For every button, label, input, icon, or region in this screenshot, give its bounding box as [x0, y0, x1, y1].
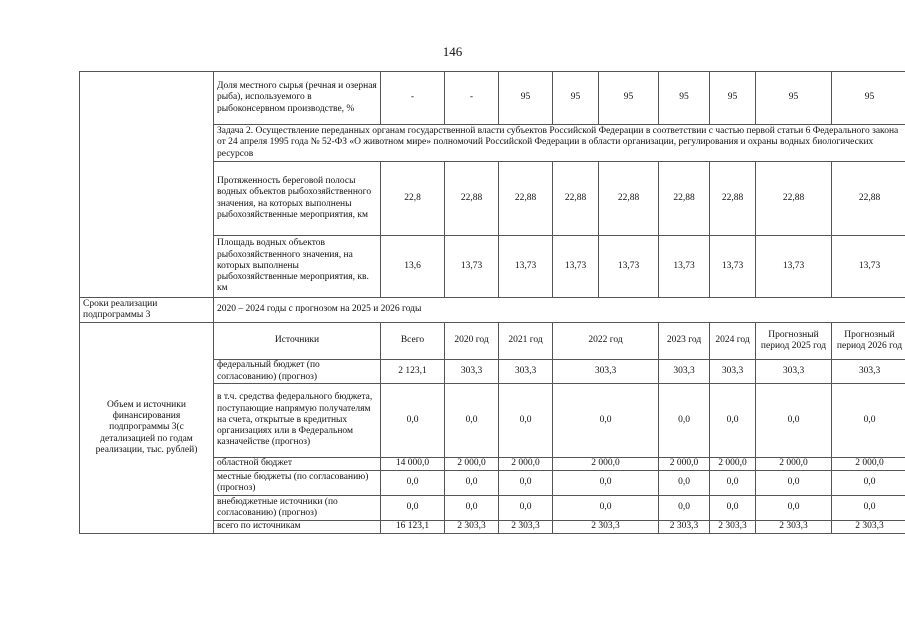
amount: 2 303,3 — [756, 521, 832, 534]
amount: 303,3 — [445, 360, 499, 384]
empty-label-cell — [80, 72, 214, 298]
indicator-value: 22,88 — [756, 162, 832, 236]
amount: 2 303,3 — [659, 521, 710, 534]
amount: 0,0 — [499, 471, 553, 496]
indicator-value: 95 — [710, 72, 756, 125]
amount: 0,0 — [381, 471, 445, 496]
header-year: 2020 год — [445, 323, 499, 360]
amount: 2 303,3 — [499, 521, 553, 534]
amount: 0,0 — [832, 496, 905, 521]
indicator-value: 13,73 — [659, 236, 710, 298]
amount: 0,0 — [499, 384, 553, 458]
amount: 2 000,0 — [445, 458, 499, 471]
indicator-value: 22,88 — [832, 162, 905, 236]
indicator-value: 13,73 — [553, 236, 599, 298]
header-year: 2023 год — [659, 323, 710, 360]
task-2-text: Задача 2. Осуществление переданных органам государственной власти субъектов Российской Федерации в соответствии с частью первой статьи 6 Федерального закона от 24 апреля 1995 года № 52-ФЗ «О животном мире» полномочий Российской Федерации в области организации, регулирования и охраны водных биологических ресурсов — [214, 125, 905, 162]
indicator-value: 22,88 — [599, 162, 659, 236]
amount: 2 000,0 — [832, 458, 905, 471]
amount: 0,0 — [445, 471, 499, 496]
indicator-value: 13,73 — [499, 236, 553, 298]
indicator-value: 22,88 — [659, 162, 710, 236]
source-name: всего по источникам — [214, 521, 381, 534]
indicator-name: Площадь водных объектов рыбохозяйственного значения, на которых выполнены рыбохозяйственные мероприятия, кв. км — [214, 236, 381, 298]
source-name: в т.ч. средства федерального бюджета, поступающие напрямую получателям на счета, открытые в кредитных организациях или в Федеральном казначействе (прогноз) — [214, 384, 381, 458]
header-sources: Источники — [214, 323, 381, 360]
amount: 0,0 — [659, 384, 710, 458]
amount: 0,0 — [659, 496, 710, 521]
indicator-name: Протяженность береговой полосы водных объектов рыбохозяйственного значения, на которых выполнены рыбохозяйственные мероприятия, км — [214, 162, 381, 236]
terms-label: Сроки реализации подпрограммы 3 — [80, 298, 214, 323]
amount: 0,0 — [756, 384, 832, 458]
indicator-value: 22,8 — [381, 162, 445, 236]
amount: 0,0 — [445, 384, 499, 458]
amount: 2 303,3 — [553, 521, 659, 534]
amount: 2 000,0 — [659, 458, 710, 471]
amount: 303,3 — [832, 360, 905, 384]
header-year: 2022 год — [553, 323, 659, 360]
amount: 0,0 — [756, 496, 832, 521]
source-name: местные бюджеты (по согласованию) (прогноз) — [214, 471, 381, 496]
indicator-row — [80, 72, 905, 125]
indicator-value: 95 — [553, 72, 599, 125]
indicator-value: 95 — [756, 72, 832, 125]
amount: 2 303,3 — [832, 521, 905, 534]
terms-row — [80, 298, 905, 323]
indicator-value: 22,88 — [445, 162, 499, 236]
page-number: 146 — [442, 44, 463, 59]
header-forecast-2025: Прогнозный период 2025 год — [756, 323, 832, 360]
financing-header-row — [80, 323, 905, 360]
amount: 0,0 — [659, 471, 710, 496]
header-year: 2021 год — [499, 323, 553, 360]
indicator-name: Доля местного сырья (речная и озерная рыба), используемого в рыбоконсервном производстве, % — [214, 72, 381, 125]
header-forecast-2026: Прогнозный период 2026 год — [832, 323, 905, 360]
header-total: Всего — [381, 323, 445, 360]
amount: 0,0 — [710, 496, 756, 521]
indicator-value: 13,73 — [756, 236, 832, 298]
amount: 2 303,3 — [445, 521, 499, 534]
indicator-value: - — [445, 72, 499, 125]
indicator-value: 22,88 — [553, 162, 599, 236]
indicator-value: 22,88 — [710, 162, 756, 236]
indicator-value: 13,73 — [710, 236, 756, 298]
amount: 0,0 — [756, 471, 832, 496]
amount: 303,3 — [499, 360, 553, 384]
amount: 303,3 — [659, 360, 710, 384]
amount: 0,0 — [381, 384, 445, 458]
indicator-value: 13,73 — [599, 236, 659, 298]
indicator-value: 22,88 — [499, 162, 553, 236]
amount: 303,3 — [756, 360, 832, 384]
indicator-value: - — [381, 72, 445, 125]
indicator-value: 95 — [659, 72, 710, 125]
amount: 303,3 — [710, 360, 756, 384]
indicator-value: 95 — [599, 72, 659, 125]
amount: 2 303,3 — [710, 521, 756, 534]
amount: 0,0 — [710, 384, 756, 458]
amount: 2 000,0 — [553, 458, 659, 471]
amount: 2 123,1 — [381, 360, 445, 384]
amount: 16 123,1 — [381, 521, 445, 534]
indicator-value: 13,6 — [381, 236, 445, 298]
amount: 2 000,0 — [710, 458, 756, 471]
source-name: внебюджетные источники (по согласованию) (прогноз) — [214, 496, 381, 521]
amount: 0,0 — [499, 496, 553, 521]
amount: 2 000,0 — [499, 458, 553, 471]
indicator-value: 13,73 — [445, 236, 499, 298]
terms-value: 2020 – 2024 годы с прогнозом на 2025 и 2026 годы — [214, 298, 905, 323]
header-year: 2024 год — [710, 323, 756, 360]
amount: 0,0 — [553, 384, 659, 458]
amount: 0,0 — [710, 471, 756, 496]
source-name: областной бюджет — [214, 458, 381, 471]
indicator-value: 95 — [832, 72, 905, 125]
amount: 14 000,0 — [381, 458, 445, 471]
amount: 0,0 — [832, 384, 905, 458]
indicator-value: 95 — [499, 72, 553, 125]
indicator-value: 13,73 — [832, 236, 905, 298]
amount: 0,0 — [832, 471, 905, 496]
amount: 0,0 — [553, 471, 659, 496]
source-name: федеральный бюджет (по согласованию) (прогноз) — [214, 360, 381, 384]
amount: 0,0 — [381, 496, 445, 521]
subprogram-passport-table — [79, 71, 905, 534]
amount: 2 000,0 — [756, 458, 832, 471]
amount: 0,0 — [553, 496, 659, 521]
amount: 303,3 — [553, 360, 659, 384]
amount: 0,0 — [445, 496, 499, 521]
financing-label: Объем и источники финансирования подпрограммы 3(с детализацией по годам реализации, тыс. рублей) — [80, 323, 214, 534]
